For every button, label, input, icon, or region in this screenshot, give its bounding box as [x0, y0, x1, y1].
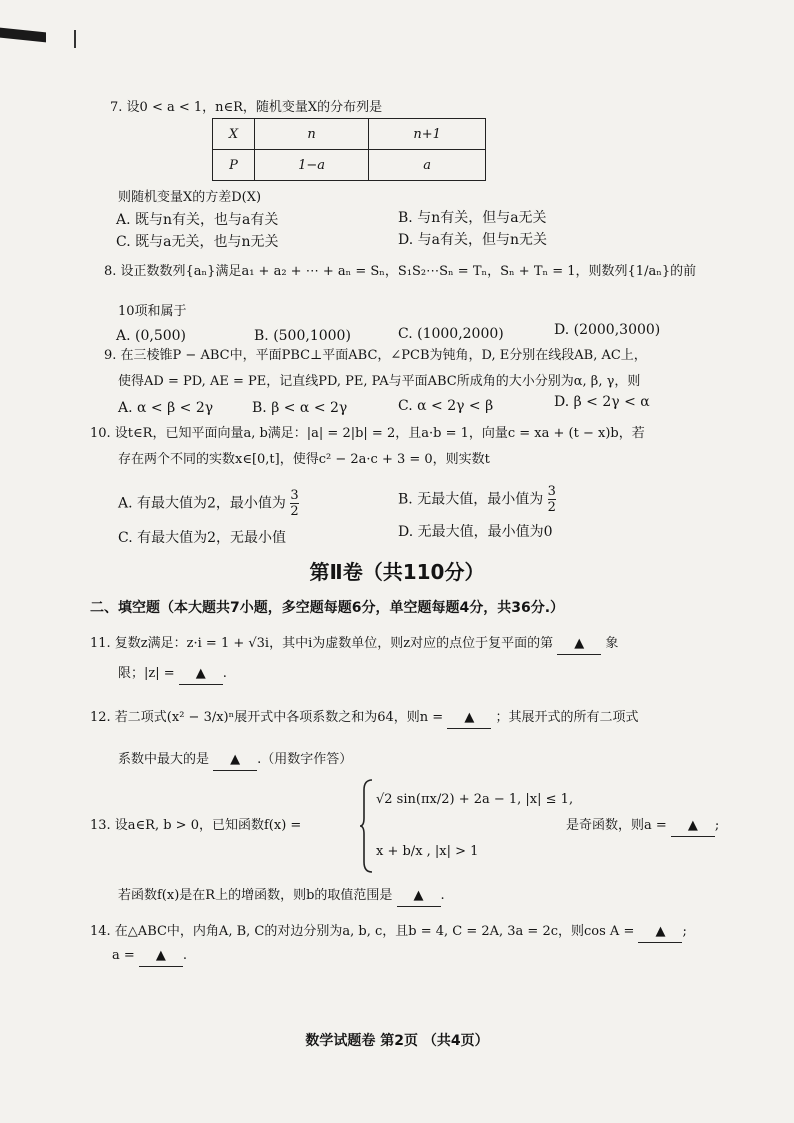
q14-stem: 14. 在△ABC中，内角A, B, C的对边分别为a, b, c，且b = 4, C = 2A, 3a = 2c，则cos A =: [90, 924, 635, 939]
q10-fraction-b: [548, 484, 556, 515]
q14-cont: a =: [112, 948, 135, 963]
piecewise-brace: [360, 778, 374, 874]
q12-line2: [118, 750, 352, 771]
frac-den: 2: [290, 504, 299, 519]
table-cell: n+1: [369, 119, 486, 150]
table-row: [213, 119, 486, 150]
part2-header: [90, 598, 564, 618]
q12-after2: .（用数字作答）: [257, 752, 353, 767]
q9-option-a: A. α < β < 2γ: [118, 400, 214, 416]
q10-option-b-text: B. 无最大值，最小值为: [398, 491, 544, 508]
q13-line1-end: 是奇函数，则a = ▲ ;: [566, 816, 719, 837]
q11-line2: [118, 664, 227, 685]
q7-after: 则随机变量X的方差D(X): [118, 190, 262, 205]
q8-cont: 10项和属于: [118, 304, 187, 319]
q10-stem: 10. 设t∈R，已知平面向量a, b满足：|a| = 2|b| = 2，且a·b = 1，向量c = xa + (t − x)b，若: [90, 426, 645, 441]
q11-after1: 象: [605, 636, 619, 651]
q14-line1: 14. 在△ABC中，内角A, B, C的对边分别为a, b, c，且b = 4, C = 2A, 3a = 2c，则cos A = ▲ ;: [90, 922, 687, 943]
table-row: [213, 150, 486, 181]
q7-option-c: C. 既与a无关，也与n无关: [116, 234, 279, 250]
answer-blank: ▲: [638, 922, 682, 943]
frac-den: 2: [547, 500, 556, 515]
q8-option-b: B. (500,1000): [254, 328, 351, 344]
q8-stem: 8. 设正数数列{aₙ}满足a₁ + a₂ + ⋯ + aₙ = Sₙ，S₁S₂⋯Sₙ = Tₙ，Sₙ + Tₙ = 1，则数列{1/aₙ}的前: [104, 264, 697, 279]
q8-option-a: A. (0,500): [116, 328, 187, 344]
part2-note: （本大题共7小题，多空题每题6分，单空题每题4分，共36分.）: [160, 600, 565, 616]
q10-option-c: C. 有最大值为2，无最小值: [118, 530, 287, 546]
q12-after1: ；其展开式的所有二项式: [495, 710, 639, 725]
table-cell: X: [213, 119, 255, 150]
answer-blank: ▲: [139, 946, 183, 967]
q13-line2: [118, 886, 445, 907]
q13-case2: x + b/x , |x| > 1: [376, 844, 479, 859]
answer-blank: ▲: [671, 816, 715, 837]
q11-stem: 11. 复数z满足：z·i = 1 + √3i，其中i为虚数单位，则z对应的点位于复平面的第: [90, 636, 554, 651]
q10-option-b: [398, 484, 556, 515]
table-cell: P: [213, 150, 255, 181]
q7-option-b: B. 与n有关，但与a无关: [398, 210, 547, 226]
answer-blank: ▲: [447, 708, 491, 729]
q10-fraction-a: [290, 488, 298, 519]
answer-blank: ▲: [213, 750, 257, 771]
table-cell: 1−a: [254, 150, 368, 181]
q7-option-d: D. 与a有关，但与n无关: [398, 232, 547, 248]
section-title: 第Ⅱ卷（共110分）: [309, 560, 485, 584]
frac-num: 3: [290, 488, 299, 503]
q11-end: .: [222, 666, 227, 681]
table-cell: a: [369, 150, 486, 181]
answer-blank: ▲: [397, 886, 441, 907]
q7-distribution-table: [212, 118, 486, 181]
q9-stem: 9. 在三棱锥P − ABC中，平面PBC⊥平面ABC，∠PCB为钝角，D, E分别在线段AB, AC上，: [104, 348, 647, 363]
q10-cont: 存在两个不同的实数x∈[0,t]，使得c² − 2a·c + 3 = 0，则实数t: [118, 452, 490, 467]
q13-after1: 是奇函数，则a =: [566, 818, 667, 833]
q9-option-b: B. β < α < 2γ: [252, 400, 348, 416]
answer-blank: ▲: [557, 634, 601, 655]
q13-stem: 13. 设a∈R, b > 0，已知函数f(x) =: [90, 818, 302, 833]
q9-cont: 使得AD = PD, AE = PE，记直线PD, PE, PA与平面ABC所成角的大小分别为α, β, γ，则: [118, 374, 641, 389]
answer-blank: ▲: [179, 664, 223, 685]
q14-line2: [112, 946, 187, 967]
table-cell: n: [254, 119, 368, 150]
q11-cont: 限；|z| =: [118, 666, 175, 681]
q13-end: .: [440, 888, 445, 903]
scan-artifact: [0, 28, 46, 43]
q13-cont: 若函数f(x)是在R上的增函数，则b的取值范围是: [118, 888, 393, 903]
q12-cont: 系数中最大的是: [118, 752, 210, 767]
q12-stem: 12. 若二项式(x² − 3/x)ⁿ展开式中各项系数之和为64，则n =: [90, 710, 444, 725]
q11-line1: [90, 634, 618, 655]
frac-num: 3: [547, 484, 556, 499]
part2-title: 二、填空题: [90, 600, 160, 616]
q10-option-a: [118, 488, 299, 519]
q7-option-a: A. 既与n有关，也与a有关: [116, 212, 279, 228]
q14-end: .: [182, 948, 188, 963]
q13-case1: √2 sin(πx/2) + 2a − 1, |x| ≤ 1,: [376, 792, 574, 807]
page-footer: 数学试题卷 第2页 （共4页）: [305, 1033, 489, 1049]
q8-option-c: C. (1000,2000): [398, 326, 504, 342]
q10-option-a-text: A. 有最大值为2，最小值为: [118, 495, 286, 512]
q9-option-c: C. α < 2γ < β: [398, 398, 494, 414]
scan-artifact-tick: [74, 30, 76, 48]
q9-option-d: D. β < 2γ < α: [554, 394, 650, 410]
q8-option-d: D. (2000,3000): [554, 322, 661, 338]
q12-line1: [90, 708, 639, 729]
q10-option-d: D. 无最大值，最小值为0: [398, 524, 553, 540]
q7-stem: 7. 设0 < a < 1，n∈R，随机变量X的分布列是: [110, 100, 383, 115]
